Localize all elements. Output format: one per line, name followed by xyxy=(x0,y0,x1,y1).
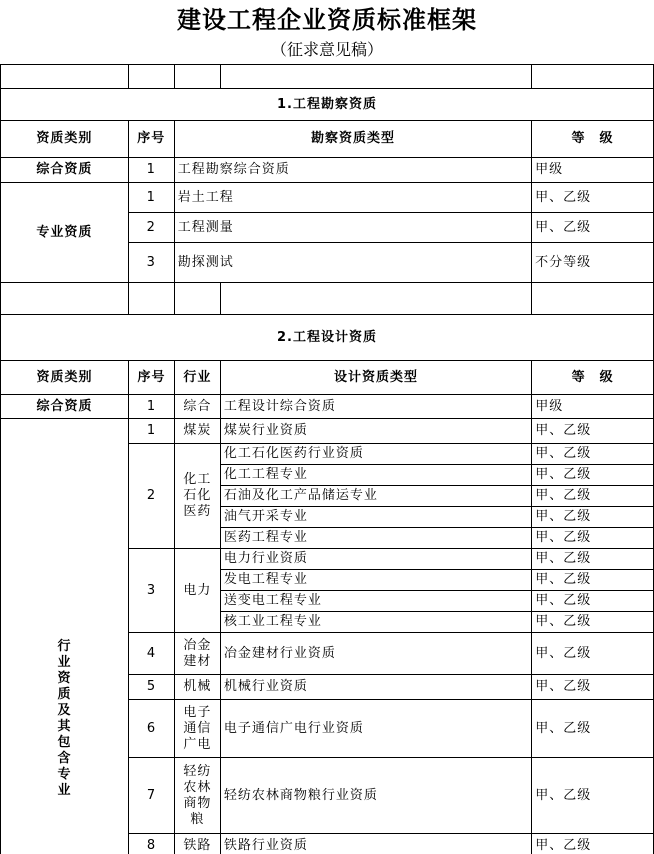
type-cell: 煤炭行业资质 xyxy=(220,419,531,444)
type-cell: 轻纺农林商物粮行业资质 xyxy=(220,758,531,834)
header-no: 序号 xyxy=(128,121,174,158)
survey-section-title: 1.工程勘察资质 xyxy=(1,89,654,121)
no-cell: 1 xyxy=(128,395,174,419)
type-cell: 医药工程专业 xyxy=(220,528,531,549)
design-table xyxy=(0,314,654,854)
type-cell: 送变电工程专业 xyxy=(220,591,531,612)
type-cell: 化工工程专业 xyxy=(220,465,531,486)
header-row xyxy=(1,121,654,158)
table-row xyxy=(1,183,654,213)
grade-cell: 甲、乙级 xyxy=(532,507,654,528)
type-cell: 石油及化工产品储运专业 xyxy=(220,486,531,507)
no-cell: 7 xyxy=(128,758,174,834)
table-row xyxy=(1,419,654,444)
industry-cell: 化工石化医药 xyxy=(174,444,220,549)
no-cell: 1 xyxy=(128,419,174,444)
industry-cell: 电子通信广电 xyxy=(174,700,220,758)
type-cell: 冶金建材行业资质 xyxy=(220,633,531,675)
header-type: 设计资质类型 xyxy=(220,361,531,395)
grade-cell: 不分等级 xyxy=(532,243,654,283)
type-cell: 化工石化医药行业资质 xyxy=(220,444,531,465)
grade-cell: 甲、乙级 xyxy=(532,633,654,675)
header-type: 勘察资质类型 xyxy=(174,121,531,158)
spacer-row xyxy=(1,283,654,315)
category-cell: 行业资质及其包含专业 xyxy=(1,419,129,854)
design-section-title: 2.工程设计资质 xyxy=(1,315,654,361)
header-grade: 等 级 xyxy=(532,121,654,158)
industry-cell: 铁路 xyxy=(174,834,220,854)
type-cell: 电力行业资质 xyxy=(220,549,531,570)
grade-cell: 甲级 xyxy=(532,395,654,419)
category-cell: 综合资质 xyxy=(1,158,129,183)
page-subtitle: （征求意见稿） xyxy=(270,40,383,59)
category-cell: 专业资质 xyxy=(1,183,129,283)
no-cell: 6 xyxy=(128,700,174,758)
grade-cell: 甲、乙级 xyxy=(532,444,654,465)
no-cell: 3 xyxy=(128,549,174,633)
type-cell: 工程测量 xyxy=(174,213,531,243)
industry-cell: 冶金建材 xyxy=(174,633,220,675)
spacer-row xyxy=(1,65,654,89)
header-row xyxy=(1,361,654,395)
header-category: 资质类别 xyxy=(1,361,129,395)
grade-cell: 甲、乙级 xyxy=(532,570,654,591)
survey-table xyxy=(0,64,654,315)
type-cell: 电子通信广电行业资质 xyxy=(220,700,531,758)
no-cell: 8 xyxy=(128,834,174,854)
grade-cell: 甲、乙级 xyxy=(532,549,654,570)
type-cell: 工程设计综合资质 xyxy=(220,395,531,419)
table-row xyxy=(1,158,654,183)
grade-cell: 甲、乙级 xyxy=(532,612,654,633)
category-cell: 综合资质 xyxy=(1,395,129,419)
type-cell: 机械行业资质 xyxy=(220,675,531,700)
grade-cell: 甲、乙级 xyxy=(532,183,654,213)
grade-cell: 甲、乙级 xyxy=(532,834,654,854)
grade-cell: 甲、乙级 xyxy=(532,675,654,700)
grade-cell: 甲、乙级 xyxy=(532,486,654,507)
no-cell: 1 xyxy=(128,183,174,213)
no-cell: 2 xyxy=(128,444,174,549)
page-title: 建设工程企业资质标准框架 xyxy=(177,6,477,34)
grade-cell: 甲、乙级 xyxy=(532,591,654,612)
grade-cell: 甲级 xyxy=(532,158,654,183)
type-cell: 发电工程专业 xyxy=(220,570,531,591)
no-cell: 1 xyxy=(128,158,174,183)
header-grade: 等 级 xyxy=(532,361,654,395)
grade-cell: 甲、乙级 xyxy=(532,700,654,758)
no-cell: 5 xyxy=(128,675,174,700)
type-cell: 工程勘察综合资质 xyxy=(174,158,531,183)
grade-cell: 甲、乙级 xyxy=(532,213,654,243)
header-category: 资质类别 xyxy=(1,121,129,158)
industry-cell: 电力 xyxy=(174,549,220,633)
no-cell: 4 xyxy=(128,633,174,675)
industry-cell: 轻纺农林商物粮 xyxy=(174,758,220,834)
industry-cell: 煤炭 xyxy=(174,419,220,444)
grade-cell: 甲、乙级 xyxy=(532,758,654,834)
type-cell: 油气开采专业 xyxy=(220,507,531,528)
section-row xyxy=(1,89,654,121)
industry-cell: 机械 xyxy=(174,675,220,700)
no-cell: 2 xyxy=(128,213,174,243)
type-cell: 核工业工程专业 xyxy=(220,612,531,633)
grade-cell: 甲、乙级 xyxy=(532,528,654,549)
header-no: 序号 xyxy=(128,361,174,395)
grade-cell: 甲、乙级 xyxy=(532,465,654,486)
grade-cell: 甲、乙级 xyxy=(532,419,654,444)
header-industry: 行业 xyxy=(174,361,220,395)
table-row xyxy=(1,395,654,419)
type-cell: 铁路行业资质 xyxy=(220,834,531,854)
type-cell: 勘探测试 xyxy=(174,243,531,283)
type-cell: 岩土工程 xyxy=(174,183,531,213)
industry-cell: 综合 xyxy=(174,395,220,419)
section-row xyxy=(1,315,654,361)
no-cell: 3 xyxy=(128,243,174,283)
